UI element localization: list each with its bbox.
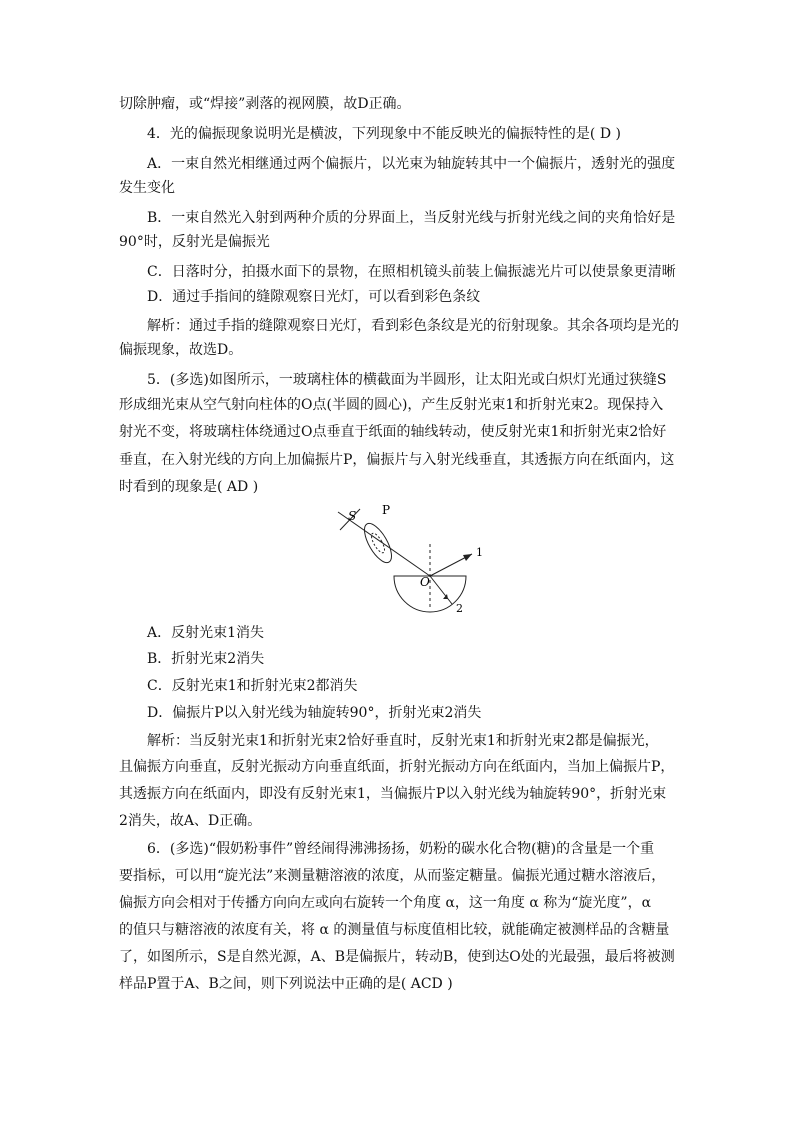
question-4-stem: 4．光的偏振现象说明光是横波，下列现象中不能反映光的偏振特性的是( D ) — [147, 126, 621, 142]
label-2: 2 — [456, 602, 463, 615]
text-line: 样品P置于A、B之间，则下列说法中正确的是( ACD ) — [119, 976, 453, 992]
text-line: 发生变化 — [119, 180, 175, 196]
text-line: 90°时，反射光是偏振光 — [119, 234, 270, 250]
text-line: 的值只与糖溶液的浓度有关，将 α 的测量值与标度值相比较，就能确定被测样品的含糖量 — [119, 922, 670, 938]
option-d: D．偏振片P以入射光线为轴旋转90°，折射光束2消失 — [147, 705, 482, 721]
text-line: 形成细光束从空气射向柱体的O点(半圆的圆心)，产生反射光束1和折射光束2。现保持入 — [119, 397, 664, 413]
option-c: C．日落时分，拍摄水面下的景物，在照相机镜头前装上偏振滤光片可以使景象更清晰 — [147, 264, 676, 280]
text-line: 偏振方向会相对于传播方向向左或向右旋转一个角度 α，这一角度 α 称为“旋光度”，α — [119, 895, 652, 911]
option-b: B．折射光束2消失 — [147, 651, 265, 667]
option-c: C．反射光束1和折射光束2都消失 — [147, 678, 358, 694]
text-line: 且偏振方向垂直，反射光振动方向垂直纸面，折射光振动方向在纸面内，当加上偏振片P， — [119, 759, 675, 775]
option-a: A．反射光束1消失 — [147, 625, 265, 641]
option-b: B．一束自然光入射到两种介质的分界面上，当反射光线与折射光线之间的夹角恰好是 — [147, 210, 676, 226]
label-1: 1 — [476, 546, 483, 559]
option-a: A．一束自然光相继通过两个偏振片，以光束为轴旋转其中一个偏振片，透射光的强度 — [147, 156, 676, 172]
text-line: 偏振现象，故选D。 — [119, 342, 243, 358]
label-s: S — [348, 509, 357, 523]
text-line: 切除肿瘤，或“焊接”剥落的视网膜，故D正确。 — [119, 96, 411, 112]
refracted-ray — [430, 576, 452, 604]
text-line: 其透振方向在纸面内，即没有反射光束1，当偏振片P以入射光线为轴旋转90°，折射光束 — [119, 786, 667, 802]
option-d: D．通过手指间的缝隙观察日光灯，可以看到彩色条纹 — [147, 289, 481, 305]
text-line: 射光不变，将玻璃柱体绕通过O点垂直于纸面的轴线转动，使反射光束1和折射光束2恰好 — [119, 424, 667, 440]
label-o: O — [420, 575, 430, 589]
text-line: 时看到的现象是( AD ) — [119, 479, 259, 495]
text-line: 2消失，故A、D正确。 — [119, 813, 262, 829]
label-p: P — [382, 503, 391, 517]
text-line: 要指标，可以用“旋光法”来测量糖溶液的浓度，从而鉴定糖量。偏振光通过糖水溶液后， — [119, 868, 666, 884]
text-line: 垂直，在入射光线的方向上加偏振片P，偏振片与入射光线垂直，其透振方向在纸面内，这 — [119, 452, 675, 468]
polarizer-ellipse — [359, 519, 397, 566]
text-line: 了，如图所示，S是自然光源，A、B是偏振片，转动B，使到达O处的光最强，最后将被测 — [119, 949, 675, 965]
question-5-stem: 5．(多选)如图所示，一玻璃柱体的横截面为半圆形，让太阳光或白炽灯光通过狭缝S — [147, 372, 667, 388]
analysis: 解析：当反射光束1和折射光束2恰好垂直时，反射光束1和折射光束2都是偏振光， — [147, 733, 659, 749]
polarizer-figure — [330, 500, 500, 615]
question-6-stem: 6．(多选)“假奶粉事件”曾经闹得沸沸扬扬，奶粉的碳水化合物(糖)的含量是一个重 — [147, 841, 655, 857]
analysis: 解析：通过手指的缝隙观察日光灯，看到彩色条纹是光的衍射现象。其余各项均是光的 — [147, 318, 679, 334]
